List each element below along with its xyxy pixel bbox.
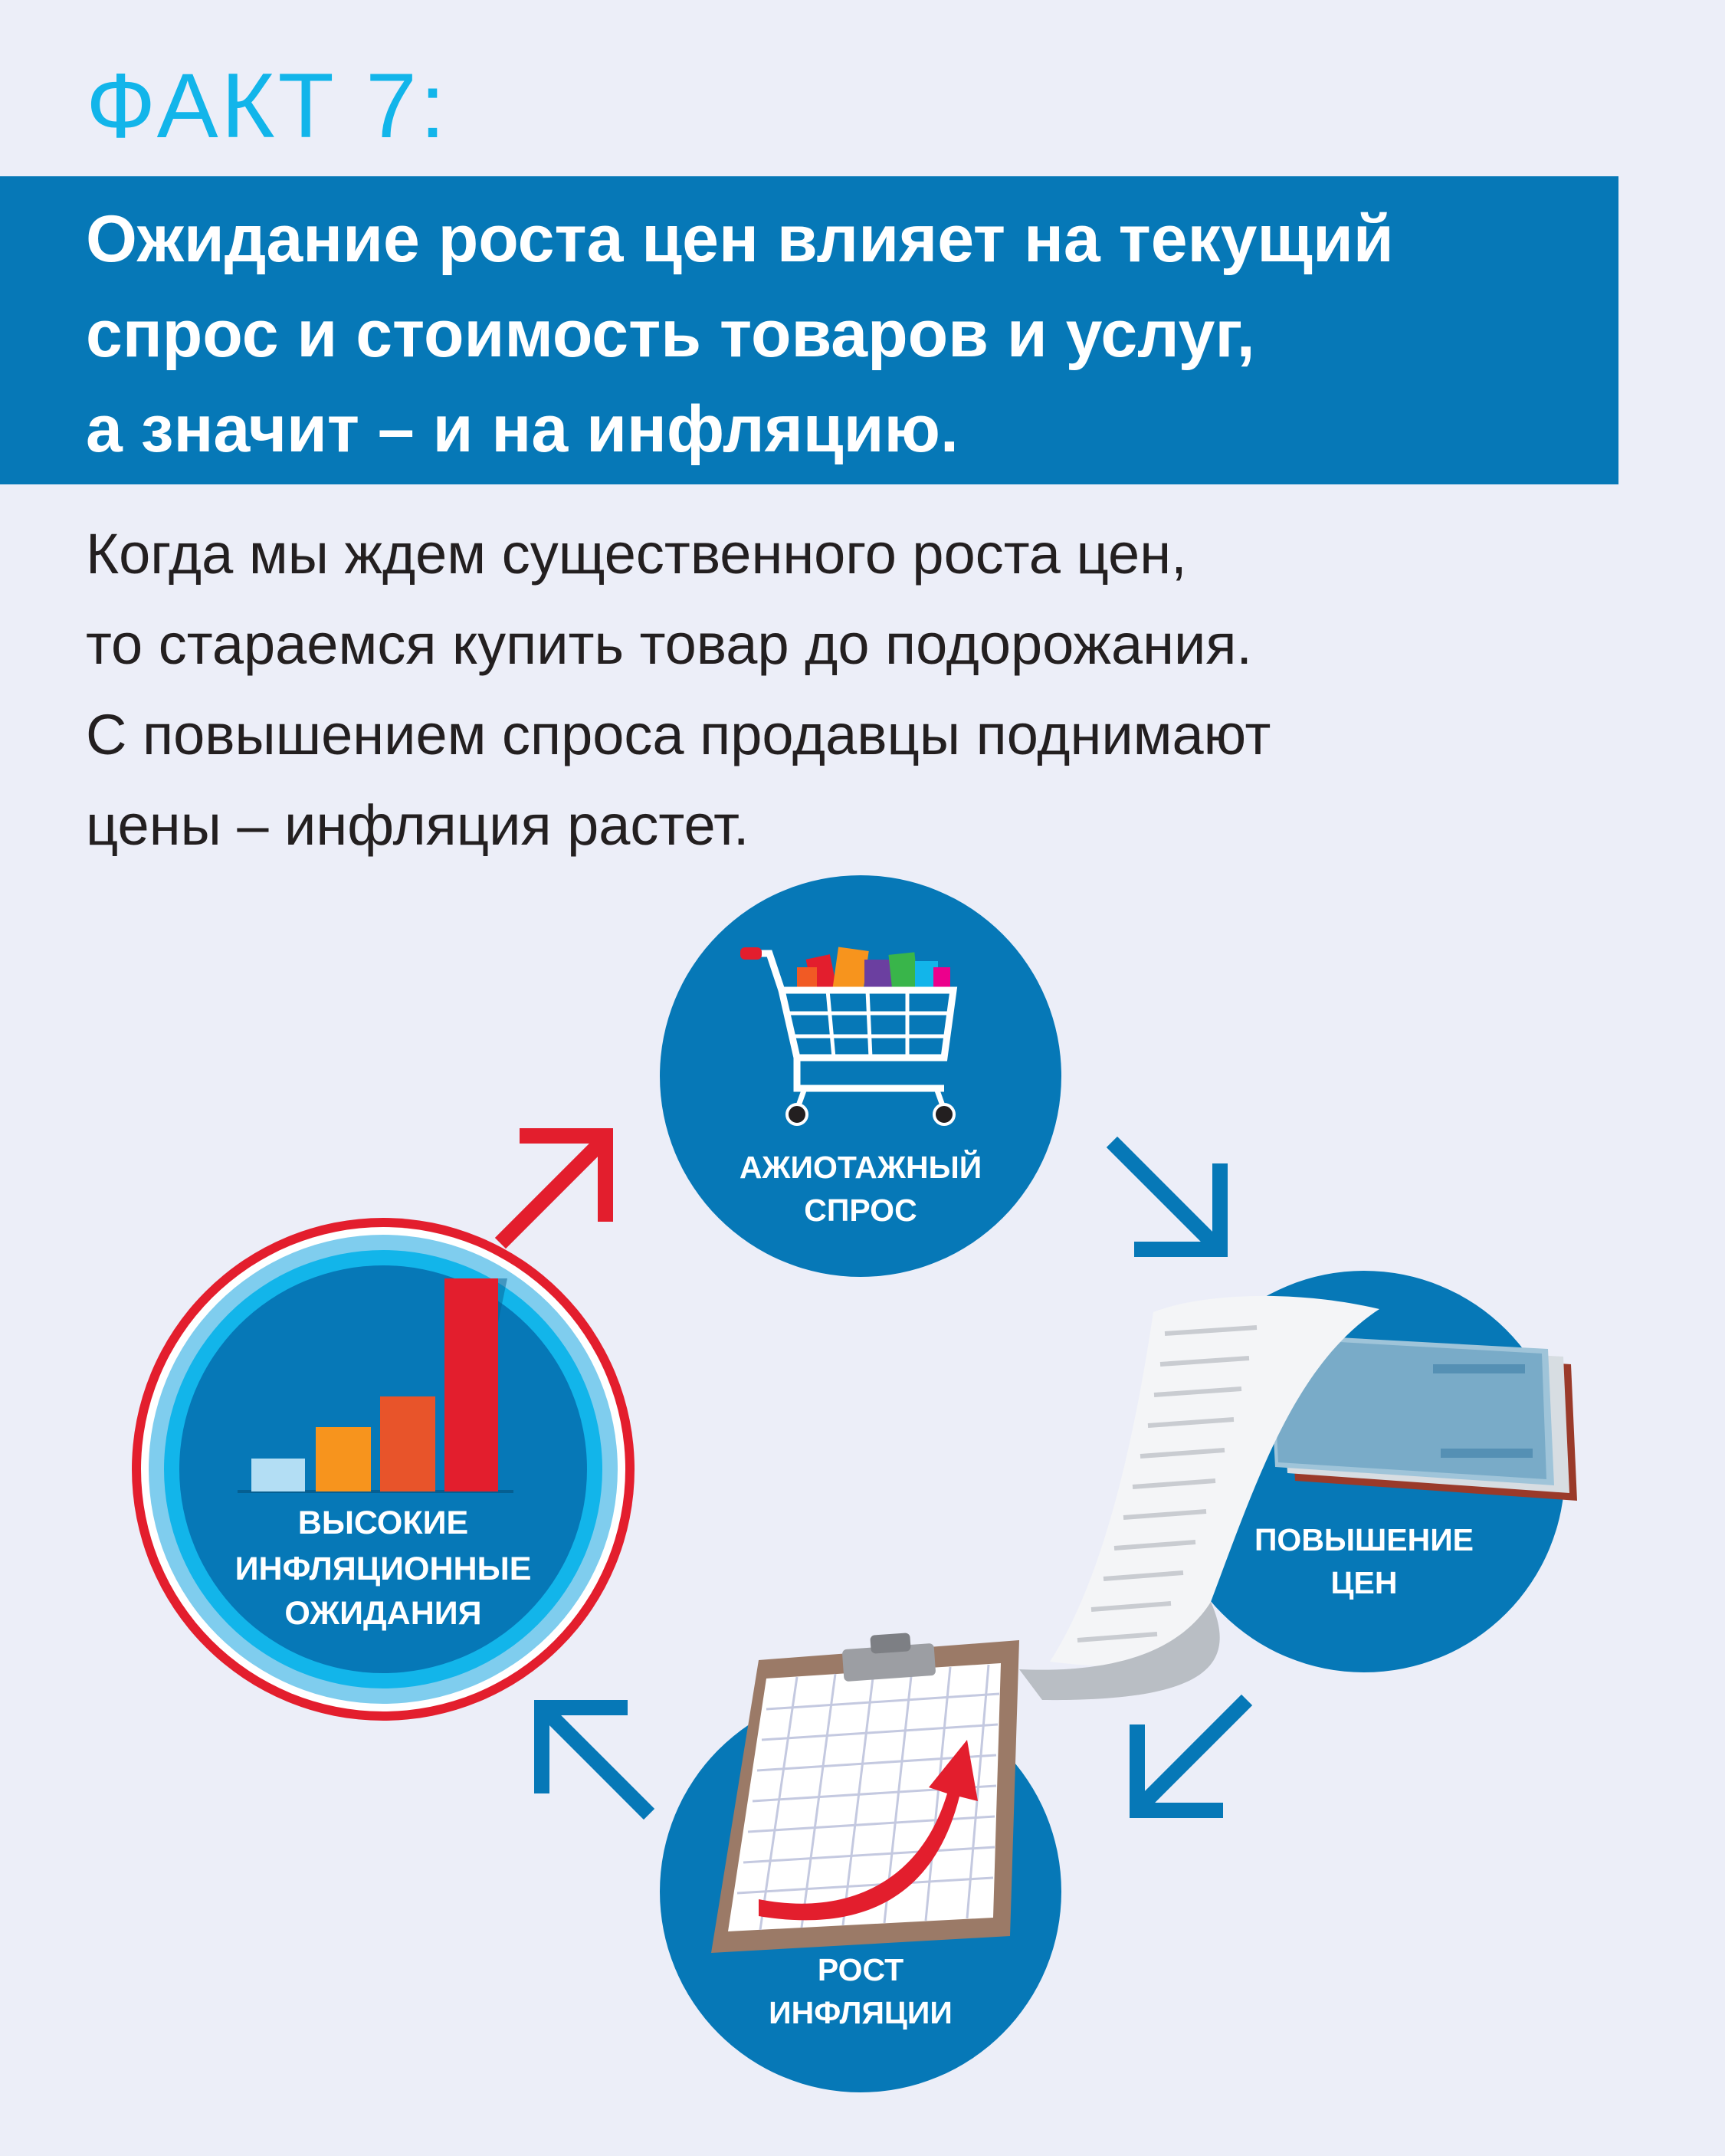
node-prices: [1019, 1271, 1577, 1700]
node-label-line: СПРОС: [804, 1193, 917, 1228]
arrow-inflation-to-expectations: [542, 1708, 644, 1809]
headline-line: спрос и стоимость товаров и услуг,: [86, 297, 1255, 371]
node-label-line: ИНФЛЯЦИОННЫЕ: [234, 1551, 532, 1587]
node-demand: [660, 875, 1061, 1277]
arrow-demand-to-prices: [1117, 1147, 1220, 1249]
body-line: Когда мы ждем существенного роста цен,: [86, 522, 1187, 586]
node-label-line: ЦЕН: [1330, 1565, 1398, 1600]
body-line: то стараемся купить товар до подорожания.: [86, 612, 1252, 676]
node-label-line: ИНФЛЯЦИИ: [769, 1995, 953, 2030]
body-line: цены – инфляция растет.: [86, 793, 749, 857]
headline-line: Ожидание роста цен влияет на текущий: [86, 202, 1394, 276]
body-line: С повышением спроса продавцы поднимают: [86, 703, 1271, 766]
node-label-line: ВЫСОКИЕ: [297, 1505, 469, 1541]
fact-title: ФАКТ 7:: [86, 54, 449, 157]
node-label-line: РОСТ: [817, 1952, 904, 1987]
node-label-line: ОЖИДАНИЯ: [284, 1595, 482, 1632]
node-label-line: ПОВЫШЕНИЕ: [1254, 1522, 1474, 1557]
node-inflation: [660, 1633, 1061, 2092]
arrow-prices-to-inflation: [1137, 1705, 1241, 1810]
node-expectations: [132, 1218, 635, 1721]
node-label-line: АЖИОТАЖНЫЙ: [739, 1150, 982, 1185]
headline-line: а значит – и на инфляцию.: [86, 392, 959, 466]
arrow-expectations-to-demand: [506, 1136, 605, 1238]
clipboard-graph-icon: [711, 1633, 1019, 1953]
